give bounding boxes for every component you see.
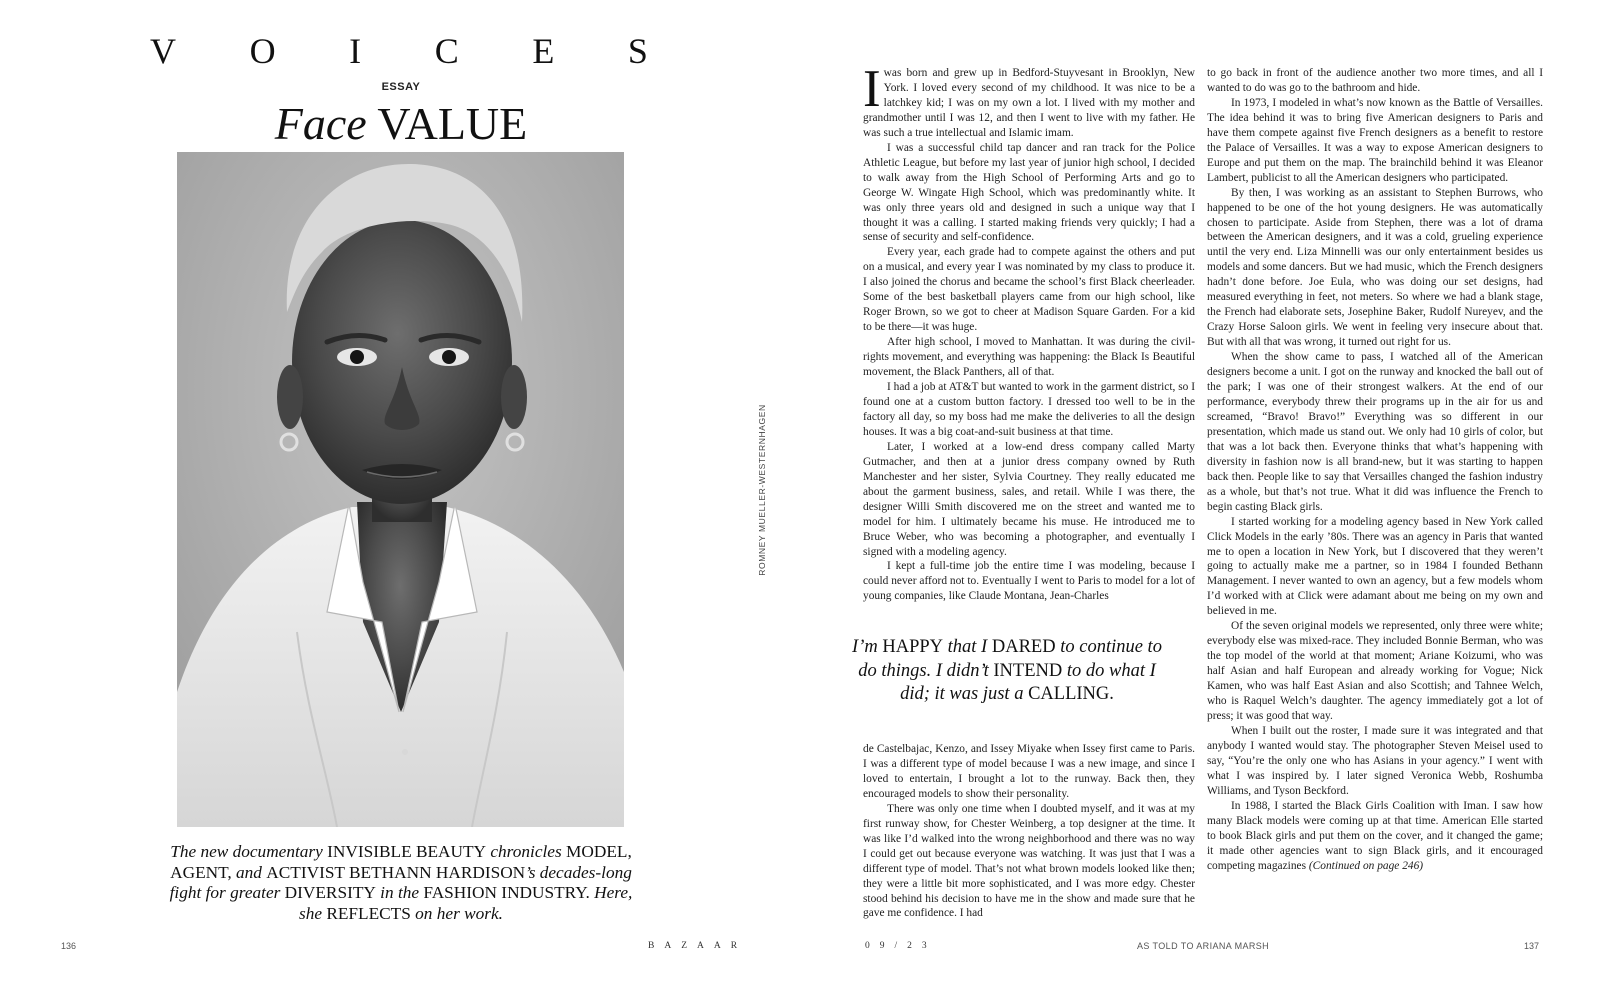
headline-italic: Face — [274, 98, 367, 149]
pull-quote-roman: DARED — [991, 637, 1056, 657]
article-paragraph: By then, I was working as an assistant to Stephen Burrows, who happened to be one of the hot young designers. He was automatically chosen to participate. Aside from Stephen, there was a lot of drama between the American designers, and it was a cold, grueling experience until the very end. Liza Minnelli was our only entertainment besides us models and some dancers. But we had music, which the French designers hadn’t done before. Joe Eula, who was doing our set designs, had measured everything in feet, not meters. So where we had a blank stage, the French had elaborate sets, Josephine Baker, Rudolf Nureyev, and the Crazy Horse Saloon girls. We went in feeling very insecure about that. But with all that was wrong, it turned out right for us. — [1207, 186, 1543, 349]
section-letter: O — [249, 31, 278, 71]
right-page-number: 137 — [1524, 941, 1540, 951]
pull-quote-roman: INTEND — [993, 660, 1063, 681]
right-page — [802, 0, 1604, 982]
headline — [0, 96, 802, 152]
photo-credit-text: ROMNEY MUELLER-WESTERNHAGEN — [757, 404, 767, 576]
kicker: ESSAY — [381, 81, 421, 93]
brand-logo: BAZAAR — [648, 941, 748, 951]
deck — [160, 842, 642, 924]
drop-cap: I — [863, 60, 881, 118]
article-column-2 — [1207, 66, 1543, 873]
deck-italic: ’s decades-long fight for greater — [169, 862, 632, 902]
deck-roman: MODEL, AGENT, — [170, 842, 632, 882]
article-paragraph: There was only one time when I doubted myself, and it was at my first runway show, for Chester Weinberg, a top designer at the time. It was like I’d walked into the wrong neighborhood and there was no way I could get out because everyone was watching. It was just that I was a different type of model. That’s not what brown models looked like then; they were a little bit more sophisticated, and I was more edgy. Chester stood behind his decision to have me in the show and made sure that he gave me confidence. I had — [863, 802, 1195, 920]
article-paragraph: de Castelbajac, Kenzo, and Issey Miyake when Issey first came to Paris. I was a different type of model because I was a new image, and since I loved to entertain, I brought a lot to the runway. Back then, they encouraged models to show their personality. — [863, 743, 1195, 800]
article-paragraph: When the show came to pass, I watched all of the American designers become a unit. I got on the runway and knocked the ball out of the park; I was one of their strongest walkers. At the end of our performance, everybody threw their programs up in the air for us and screamed, “Bravo! Bravo!” Everything was so different in our presentation, which made us stand out. We only had 10 girls of color, but that was a lot back then. Everyone thinks that what’s happening with diversity in fashion now is all brand-new, but it was starting to happen back then. People like to say that Versailles changed the fashion industry as a whole, but that’s not true. What it did was influence the French to begin casting Black girls. — [1207, 351, 1543, 513]
paragraph-text: was born and grew up in Bedford-Stuyvesant in Brooklyn, New York. I loved every second of my childhood. It was nice to be a latchkey kid; I was on my own a lot. I lived with my mother and grandmother until I was 12, and then I went to live with my father. He was such a true intellectual and Islamic imam. — [863, 67, 1195, 139]
pull-quote — [844, 636, 1170, 707]
paragraph-text: In 1988, I started the Black Girls Coalition with Iman. I saw how many Black models were coming up at that time. American Elle started to book Black girls and put them on the cover, and it changed the game; it made other agencies want to sign Black girls, and it encouraged competing magazines — [1207, 799, 1543, 872]
headline-roman: VALUE — [377, 98, 528, 149]
article-paragraph: After high school, I moved to Manhattan. It was during the civil-rights movement, and everything was happening: the Black Is Beautiful movement, the Black Panthers, all of that. — [863, 336, 1195, 379]
issue-date: 09/23 — [865, 941, 937, 951]
article-paragraph: I was a successful child tap dancer and ran track for the Police Athletic League, but before my last year of junior high school, I decided to walk away from the High School of Performing Arts and go to George W. Wingate High School, which was predominantly white. It was only three years old and designed in such a unique way that I thought it was a calling. I started making friends very quickly; I had a sense of security and self-confidence. — [863, 141, 1195, 244]
left-page-number: 136 — [61, 941, 77, 951]
section-title — [150, 30, 650, 72]
section-letter: V — [150, 31, 178, 71]
pull-quote-italic: to continue to do things. I didn’t — [858, 637, 1162, 681]
deck-roman: REFLECTS — [326, 903, 411, 923]
article-column-1-top — [863, 60, 1195, 604]
section-letter: I — [349, 31, 364, 71]
deck-roman: ACTIVIST BETHANN HARDISON — [266, 862, 526, 882]
section-letter: E — [532, 31, 557, 71]
article-paragraph — [863, 60, 1195, 141]
article-paragraph: I had a job at AT&T but wanted to work in the garment district, so I found one at a custom button factory. I dressed too well to be in the factory all day, so my boss had me make the deliveries to all the design houses. It was a big coat-and-suit business at that time. — [863, 381, 1195, 438]
pull-quote-italic: I’m — [852, 637, 883, 657]
portrait-photo — [177, 152, 624, 827]
portrait-illustration — [177, 152, 624, 827]
deck-italic: in the — [375, 883, 424, 902]
article-paragraph: Every year, each grade had to compete against the others and put on a musical, and every year I was nominated by my class to produce it. I also joined the chorus and became the school’s first Black cheerleader. Some of the best basketball players came from our high school, like Roger Brown, so we got to cheer at Madison Square Garden. For a kid to be there—it was huge. — [863, 246, 1195, 334]
pull-quote-roman: HAPPY — [882, 637, 944, 657]
article-paragraph: Of the seven original models we represented, only three were white; everybody else was mixed-race. They included Bonnie Berman, who was the top model of the world at that moment; Ariane Koizumi, who was half Asian and half European and already working for Vogue; Nick Kamen, who was half East Asian and also Scottish; and Tahnee Welch, who is Raquel Welch’s daughter. The agency immediately got a lot of press; it was good that way. — [1207, 620, 1543, 722]
article-paragraph: Later, I worked at a low-end dress company called Marty Gutmacher, and then at a junior dress company owned by Ruth Manchester and her sister, Sylvia Courtney. They really educated me about the garment business, sales, and retail. While I was there, the designer Willi Smith discovered me on the street and wanted me to model for him. I ultimately became his muse. He introduced me to Bruce Weber, who was becoming a photographer, and eventually I signed with a modeling agency. — [863, 440, 1195, 558]
pull-quote-italic: to do what I did; it was just a — [900, 660, 1156, 704]
article-paragraph: I kept a full-time job the entire time I was modeling, because I could never afford not to. Eventually I went to Paris to model for a lot of young companies, like Claude Montana, Jean-Charles — [863, 560, 1195, 603]
article-paragraph: In 1973, I modeled in what’s now known as the Battle of Versailles. The idea behind it was to bring five American designers to Paris and have them compete against five French designers as a benefit to restore the Palace of Versailles. It was a way to expose American designers to Europe and put them on the map. The brainchild behind it was Eleanor Lambert, publicist to all the American designers who participated. — [1207, 96, 1543, 184]
deck-roman: FASHION INDUSTRY. — [423, 883, 590, 902]
byline: AS TOLD TO ARIANA MARSH — [1137, 941, 1270, 951]
pull-quote-italic: that I — [943, 637, 992, 657]
deck-italic: on her work. — [410, 903, 504, 923]
article-paragraph: I started working for a modeling agency based in New York called Click Models in the early ’80s. There was an agency in Paris that wanted me to open a location in New York, but I discovered that they weren’t going to actually make me a partner, so in 1984 I founded Bethann Management. I never wanted to own an agency, but a few models whom I’d worked with at Click were adamant about me being on my own and believed in me. — [1207, 515, 1543, 618]
deck-roman: DIVERSITY — [284, 883, 376, 902]
article-paragraph: When I built out the roster, I made sure it was integrated and that anybody I wanted would stay. The photographer Steven Meisel used to say, “You’re the only one who has Asians in your agency.” I went with what I was inspired by. I later signed Veronica Webb, Roshumba Williams, and Tyson Beckford. — [1207, 724, 1543, 797]
photo-credit — [755, 405, 769, 575]
continued-note: (Continued on page 246) — [1308, 859, 1424, 872]
section-letter: S — [627, 31, 650, 71]
deck-italic: and — [231, 862, 267, 882]
pull-quote-roman: CALLING. — [1028, 684, 1114, 704]
deck-roman: INVISIBLE BEAUTY — [327, 842, 487, 861]
article-column-1-bottom — [863, 742, 1195, 921]
article-paragraph: to go back in front of the audience another two more times, and all I wanted to do was go to the bathroom and hide. — [1207, 67, 1543, 94]
deck-italic: Here, she — [298, 883, 633, 923]
section-letter: C — [434, 31, 461, 71]
article-paragraph — [1207, 799, 1543, 874]
deck-italic: The new documentary — [170, 842, 328, 861]
deck-italic: chronicles — [486, 842, 567, 861]
